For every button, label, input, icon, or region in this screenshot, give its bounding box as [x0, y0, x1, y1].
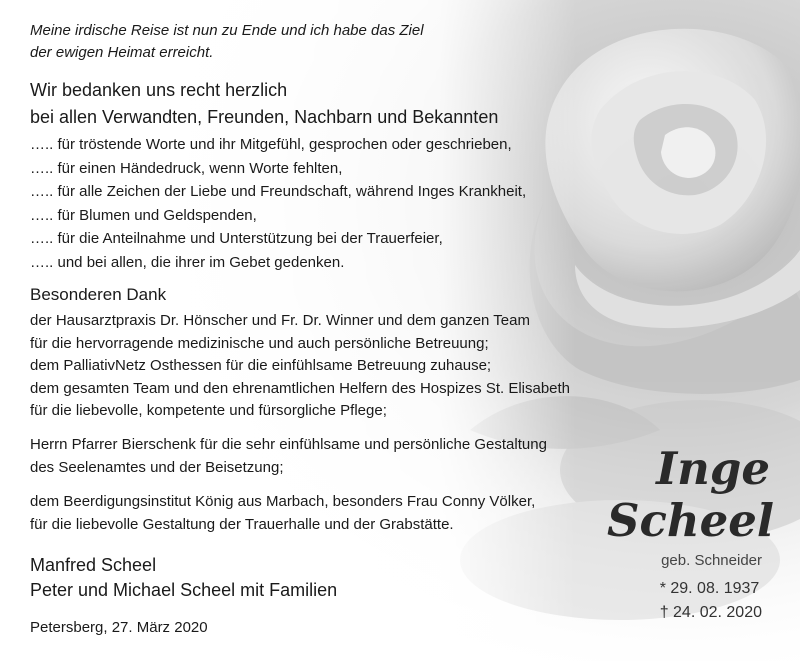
deceased-last-name: Scheel [607, 494, 774, 547]
list-item: ….. für Blumen und Geldspenden, [30, 206, 257, 224]
list-item: ….. für die Anteilnahme und Unterstützung bei der Trauerfeier, [30, 230, 443, 248]
thanks-heading-line: Wir bedanken uns recht herzlich [30, 80, 288, 100]
list-item: ….. für alle Zeichen der Liebe und Freundschaft, während Inges Krankheit, [30, 183, 527, 201]
family-signature [30, 553, 337, 603]
birth-date: * 29. 08. 1937 [659, 580, 760, 597]
text-line: dem Beerdigungsinstitut König aus Marbach, besonders Frau Conny Völker, [30, 493, 536, 510]
special-thanks-funeral-home [30, 491, 535, 536]
birth-name: geb. Schneider [661, 552, 762, 569]
thanks-heading [30, 77, 498, 131]
list-item: ….. für einen Händedruck, wenn Worte fehlten, [30, 159, 343, 177]
death-date: † 24. 02. 2020 [659, 604, 762, 621]
text-line: für die liebevolle, kompetente und fürsorgliche Pflege; [30, 402, 387, 419]
deceased-first-name: Inge [656, 442, 770, 495]
special-thanks-heading: Besonderen Dank [30, 285, 167, 304]
list-item: ….. für tröstende Worte und ihr Mitgefühl, gesprochen oder geschrieben, [30, 136, 512, 153]
thanks-heading-line: bei allen Verwandten, Freunden, Nachbarn und Bekannten [30, 107, 499, 127]
family-line: Peter und Michael Scheel mit Familien [30, 580, 338, 600]
thanks-list [30, 133, 526, 275]
family-line: Manfred Scheel [30, 555, 157, 575]
intro-line: Meine irdische Reise ist nun zu Ende und ich habe das Ziel [30, 22, 424, 39]
text-line: dem PalliativNetz Osthessen für die einfühlsame Betreuung zuhause; [30, 357, 492, 374]
text-line: der Hausarztpraxis Dr. Hönscher und Fr. Dr. Winner und dem ganzen Team [30, 312, 530, 329]
intro-line: der ewigen Heimat erreicht. [30, 44, 214, 61]
intro-quote [30, 20, 424, 64]
special-thanks-medical [30, 310, 570, 423]
text-line: Herrn Pfarrer Bierschenk für die sehr einfühlsame und persönliche Gestaltung [30, 436, 547, 453]
special-thanks-pastor [30, 434, 547, 479]
list-item: ….. und bei allen, die ihrer im Gebet gedenken. [30, 253, 345, 271]
text-line: für die hervorragende medizinische und auch persönliche Betreuung; [30, 334, 489, 352]
text-line: für die liebevolle Gestaltung der Trauerhalle und der Grabstätte. [30, 515, 454, 533]
life-dates [660, 577, 762, 625]
place-date: Petersberg, 27. März 2020 [30, 619, 208, 636]
text-line: dem gesamten Team und den ehrenamtlichen Helfern des Hospizes St. Elisabeth [30, 379, 571, 397]
text-line: des Seelenamtes und der Beisetzung; [30, 458, 284, 476]
